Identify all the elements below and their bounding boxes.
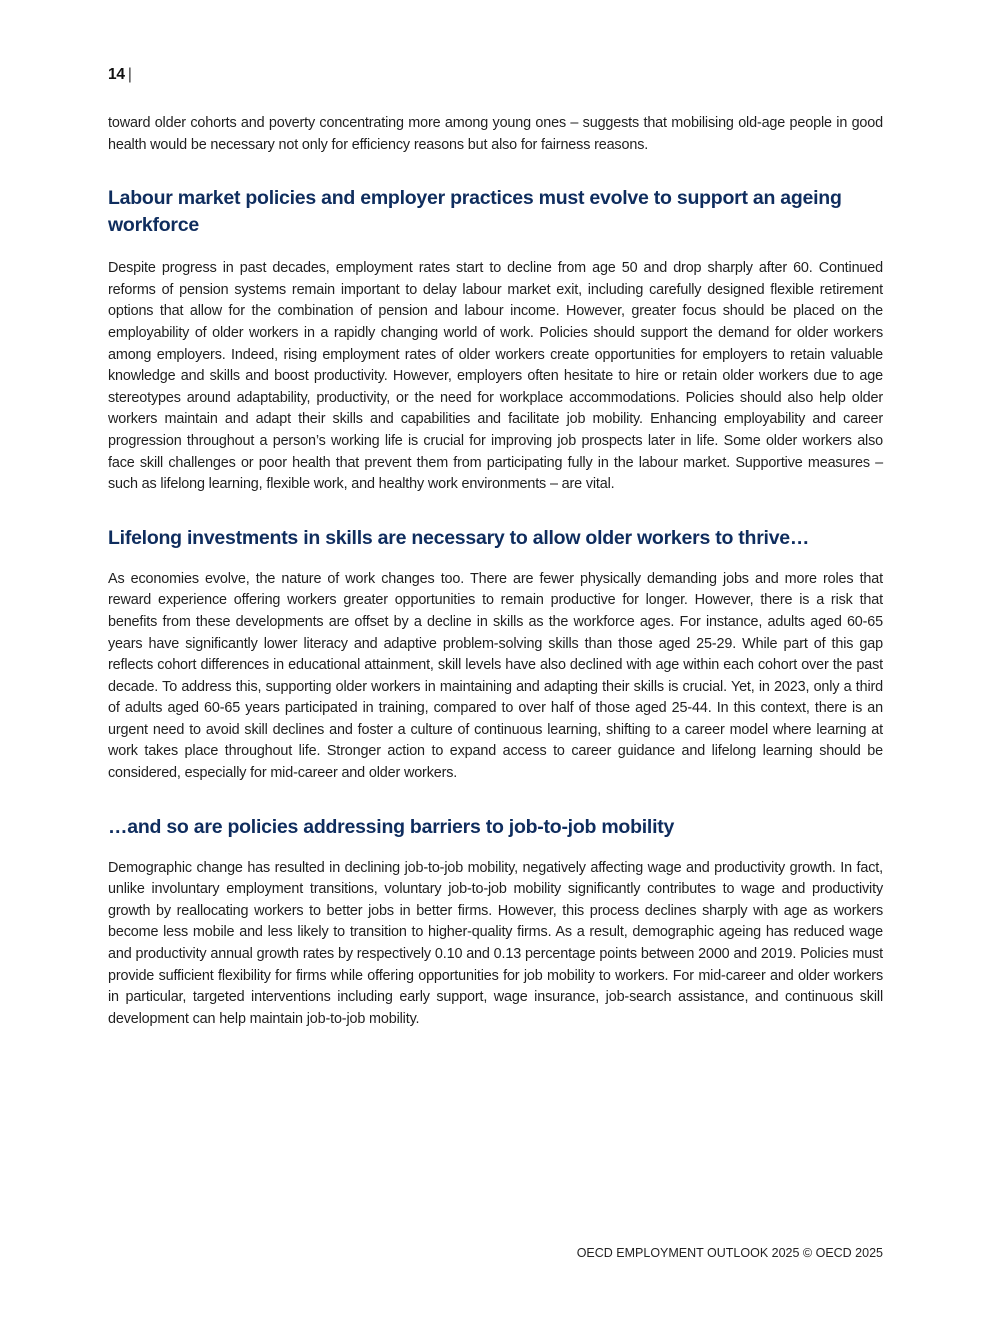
page-number-separator: | bbox=[127, 66, 132, 83]
section-body-lifelong-skills: As economies evolve, the nature of work changes too. There are fewer physically demanding jobs and more roles that reward experience offering workers greater opportunities to remain productive for longer. However, there is a risk that benefits from these developments are offset by a decline in skills as the workforce ages. For instance, adults aged 60-65 years have significantly lower literacy and adaptive problem-solving skills than those aged 25-29. While part of this gap reflects cohort differences in educational attainment, skill levels have also declined with age within each cohort over the past decade. To address this, supporting older workers in maintaining and adapting their skills is crucial. Yet, in 2023, only a third of adults aged 60-65 years participated in training, compared to over half of those aged 25-44. In this context, there is an urgent need to avoid skill declines and foster a culture of continuous learning, shifting to a career model where learning at work takes place throughout life. Stronger action to expand access to career guidance and lifelong learning should be considered, especially for mid-career and older workers. bbox=[108, 570, 883, 782]
section-heading-labour-market: Labour market policies and employer practices must evolve to support an ageing workforce bbox=[108, 187, 842, 237]
section-heading-job-mobility: …and so are policies addressing barriers to job-to-job mobility bbox=[108, 815, 675, 838]
section-body-job-mobility: Demographic change has resulted in declining job-to-job mobility, negatively affecting wage and productivity growth. In fact, unlike involuntary employment transitions, voluntary job-to-job mobility significantly contributes to wage and productivity growth by reallocating workers to better jobs in better firms. However, this process declines sharply with age as workers become less mobile and less likely to transition to higher-quality firms. As a result, demographic ageing has reduced wage and productivity annual growth rates by respectively 0.10 and 0.13 percentage points between 2000 and 2019. Policies must provide sufficient flexibility for firms while offering opportunities for job mobility to workers. For mid-career and older workers in particular, targeted interventions including early support, wage insurance, job-search assistance, and continuous skill development can help maintain job-to-job mobility. bbox=[108, 859, 883, 1027]
page-footer: OECD EMPLOYMENT OUTLOOK 2025 © OECD 2025 bbox=[576, 1246, 883, 1260]
page-number-value: 14 bbox=[108, 66, 125, 83]
section-body-labour-market: Despite progress in past decades, employment rates start to decline from age 50 and drop sharply after 60. Continued reforms of pension systems remain important to delay labour market exit, including carefully designed flexible retirement options that allow for the combination of pension and labour income. However, greater focus should be placed on the employability of older workers in a rapidly changing world of work. Policies should support the demand for older workers among employers. Indeed, rising employment rates of older workers create opportunities for employers to retain valuable knowledge and skills and boost productivity. However, employers often hesitate to hire or retain older workers due to age stereotypes around adaptability, productivity, or the need for workplace accommodations. Policies should also help older workers maintain and adapt their skills and capabilities and facilitate job mobility. Enhancing employability and career progression throughout a person’s working life is crucial for improving job prospects later in life. Some older workers also face skill challenges or poor health that prevent them from participating fully in the labour market. Supportive measures – such as lifelong learning, flexible work, and healthy work environments – are vital. bbox=[108, 260, 883, 493]
page-number bbox=[108, 66, 132, 84]
section-heading-lifelong-skills: Lifelong investments in skills are necessary to allow older workers to thrive… bbox=[108, 526, 810, 549]
intro-paragraph: toward older cohorts and poverty concentrating more among young ones – suggests that mobilising old-age people in good health would be necessary not only for efficiency reasons but also for fairness reasons. bbox=[108, 115, 883, 153]
document-body bbox=[108, 113, 883, 1030]
